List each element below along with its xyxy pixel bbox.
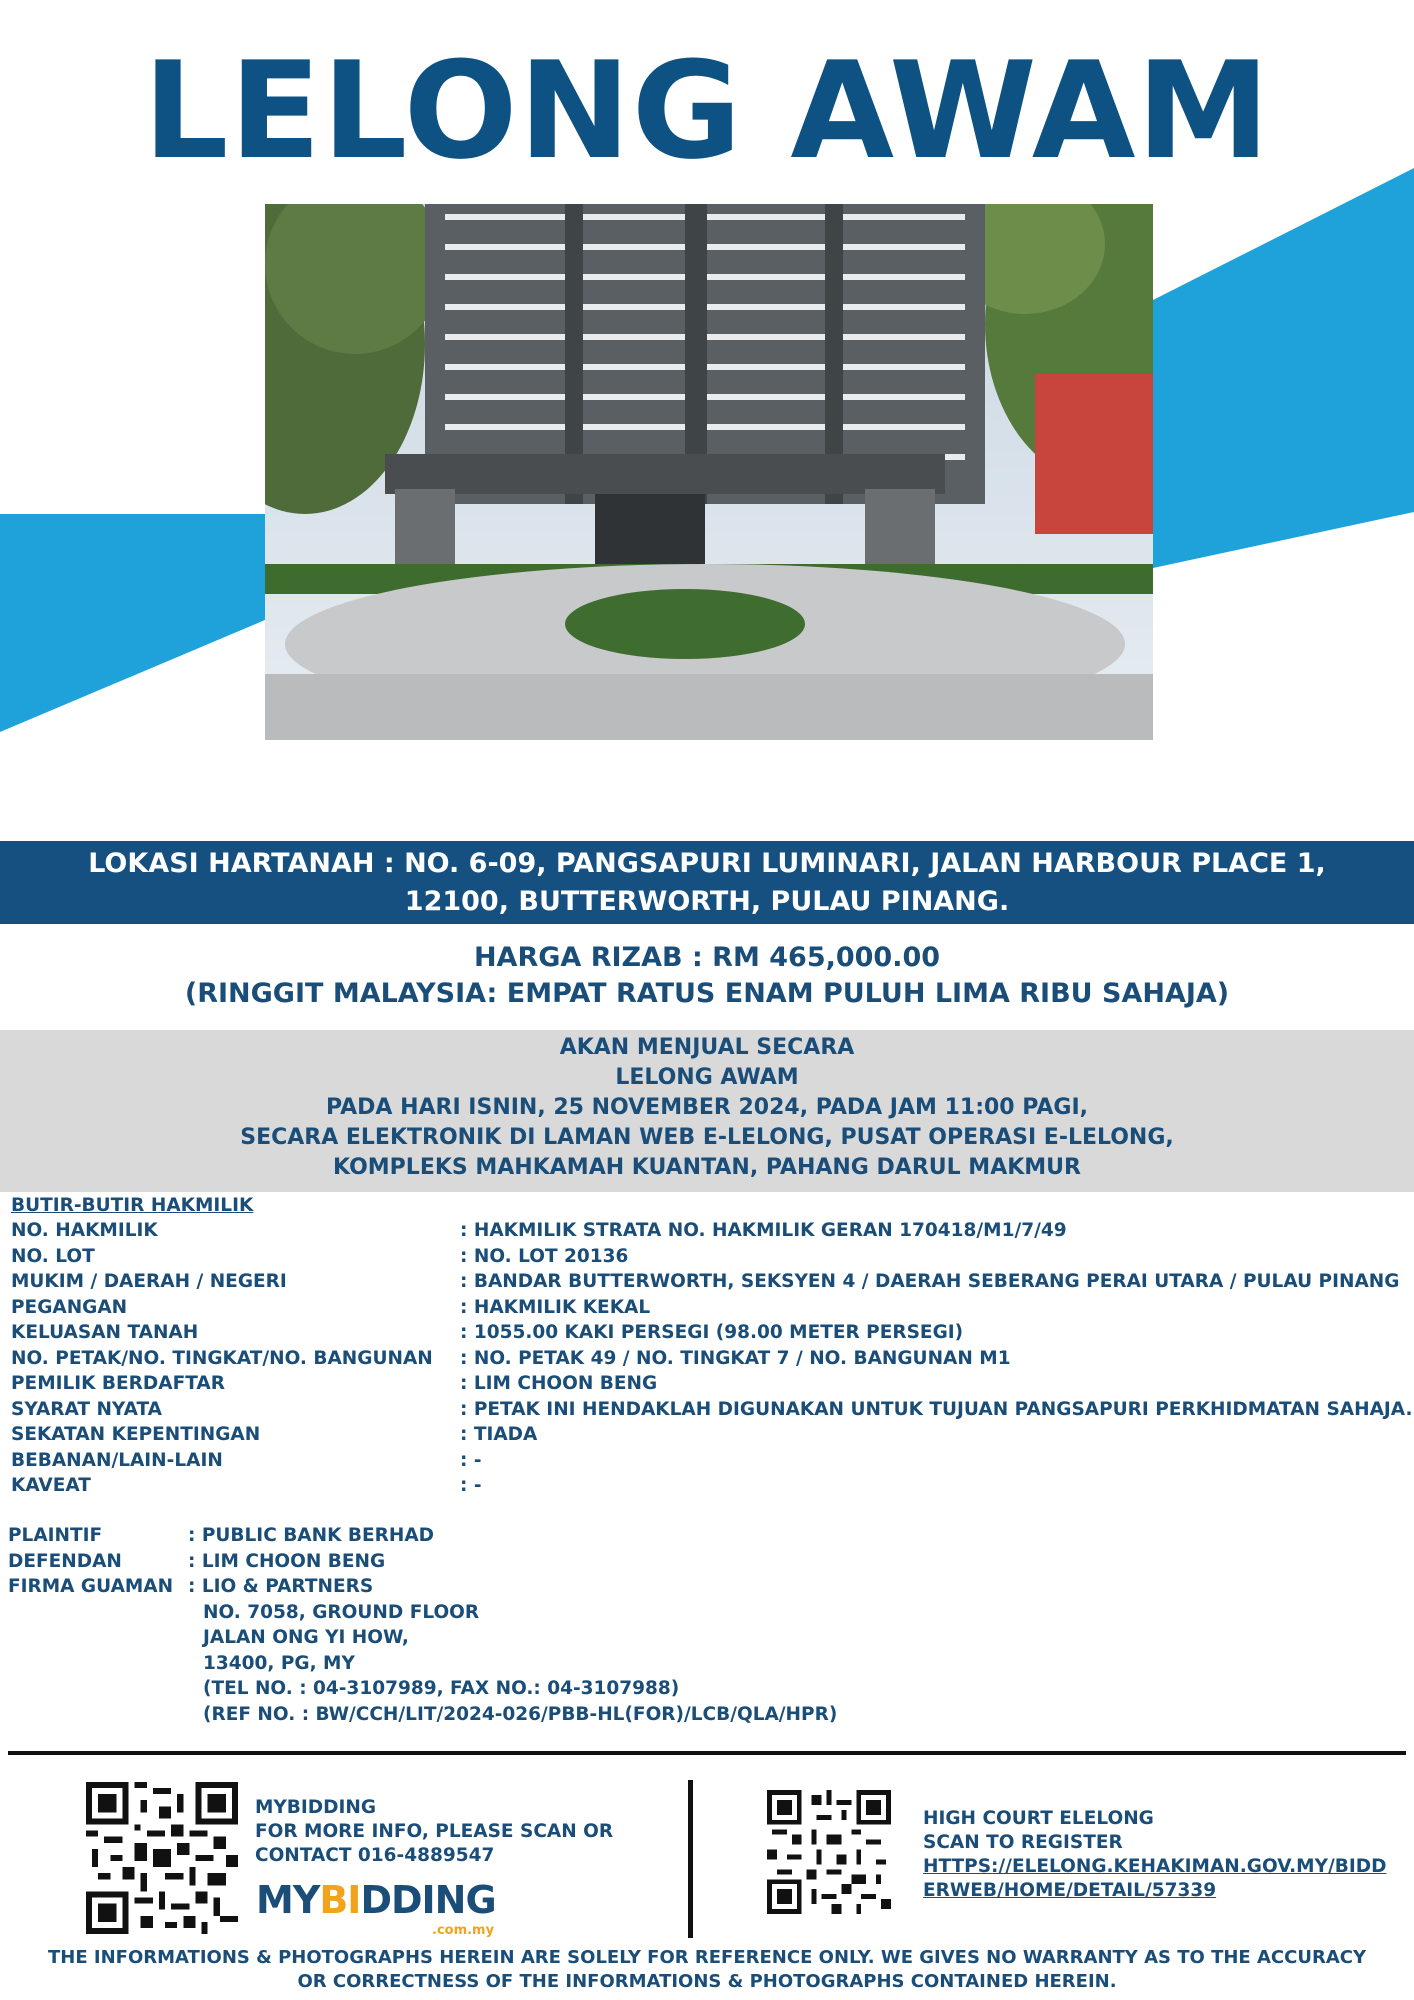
firma-contact-text: (TEL NO. : 04-3107989, FAX NO.: 04-3107988) [203,1678,680,1699]
detail-row [11,1422,1401,1448]
detail-row [11,1346,1401,1372]
defendan-row [8,1549,908,1575]
sale-info-band [0,1030,1414,1192]
detail-value: : HAKMILIK KEKAL [460,1296,651,1318]
detail-label: PEGANGAN [11,1296,128,1318]
firma-ref-text: (REF NO. : BW/CCH/LIT/2024-026/PBB-HL(FOR)/LCB/QLA/HPR) [203,1703,838,1725]
mybidding-logo [256,1878,496,1922]
defendan-label: DEFENDAN [8,1550,122,1572]
firma-label: FIRMA GUAMAN [8,1576,174,1597]
plaintif-label: PLAINTIF [8,1525,103,1546]
detail-label: KAVEAT [11,1475,91,1496]
title-details-heading: BUTIR-BUTIR HAKMILIK [11,1195,254,1216]
detail-label: KELUASAN TANAH [11,1322,199,1343]
highcourt-info [923,1807,1386,1903]
detail-value: : BANDAR BUTTERWORTH, SEKSYEN 4 / DAERAH SEBERANG PERAI UTARA / PULAU PINANG [460,1271,1400,1292]
detail-label: NO. HAKMILIK [11,1220,158,1241]
detail-label: SEKATAN KEPENTINGAN [11,1424,261,1445]
mybidding-logo-sub: .com.my [432,1923,495,1938]
sale-line: SECARA ELEKTRONIK DI LAMAN WEB E-LELONG, PUSAT OPERASI E-LELONG, [240,1125,1174,1150]
detail-label: SYARAT NYATA [11,1398,162,1420]
highcourt-url-link[interactable]: HTTPS://ELELONG.KEHAKIMAN.GOV.MY/BIDD [923,1856,1387,1877]
detail-row [11,1320,1401,1346]
highcourt-url-link[interactable]: ERWEB/HOME/DETAIL/57339 [923,1880,1217,1901]
firma-ref-line [8,1702,908,1728]
mybidding-line: FOR MORE INFO, PLEASE SCAN OR [255,1821,614,1842]
plaintif-value: : PUBLIC BANK BERHAD [188,1525,435,1546]
detail-label: MUKIM / DAERAH / NEGERI [11,1271,287,1292]
logo-part: MY [256,1878,320,1922]
detail-row [11,1371,1401,1397]
elelong-qr-code[interactable] [767,1790,891,1914]
detail-value: : LIM CHOON BENG [460,1373,658,1394]
firma-contact-line [8,1676,908,1702]
detail-row [11,1269,1401,1295]
detail-label: PEMILIK BERDAFTAR [11,1373,225,1394]
detail-value: : NO. PETAK 49 / NO. TINGKAT 7 / NO. BANGUNAN M1 [460,1347,1011,1369]
right-cyan-shape [1153,168,1414,568]
title-details [11,1193,1413,1499]
firma-row [8,1574,908,1600]
mybidding-contact[interactable]: CONTACT 016-4889547 [255,1845,495,1866]
firma-address-line [8,1651,908,1677]
detail-row [11,1448,1401,1474]
detail-value: : HAKMILIK STRATA NO. HAKMILIK GERAN 170418/M1/7/49 [460,1220,1067,1241]
defendan-value: : LIM CHOON BENG [188,1550,386,1572]
detail-value: : PETAK INI HENDAKLAH DIGUNAKAN UNTUK TUJUAN PANGSAPURI PERKHIDMATAN SAHAJA. [460,1398,1413,1420]
plaintif-row [8,1523,908,1549]
highcourt-line: HIGH COURT ELELONG [923,1808,1154,1829]
detail-row [11,1397,1413,1423]
location-line-1: LOKASI HARTANAH : NO. 6-09, PANGSAPURI LUMINARI, JALAN HARBOUR PLACE 1, [88,848,1326,879]
page-title: LELONG AWAM [143,33,1271,189]
mybidding-qr-code[interactable] [86,1782,238,1934]
sale-line: PADA HARI ISNIN, 25 NOVEMBER 2024, PADA JAM 11:00 PAGI, [325,1095,1088,1120]
firma-address-line [8,1600,908,1626]
detail-label: NO. PETAK/NO. TINGKAT/NO. BANGUNAN [11,1347,433,1369]
property-photo [265,204,1153,740]
highcourt-line: SCAN TO REGISTER [923,1832,1123,1853]
sale-line: LELONG AWAM [615,1065,799,1090]
firma-address-text: NO. 7058, GROUND FLOOR [203,1601,480,1623]
mybidding-line: MYBIDDING [255,1797,377,1818]
location-line-2: 12100, BUTTERWORTH, PULAU PINANG. [404,886,1010,917]
parties-section [8,1523,908,1727]
disclaimer: THE INFORMATIONS & PHOTOGRAPHS HEREIN ARE SOLELY FOR REFERENCE ONLY. WE GIVES NO WARRANTY AS TO THE ACCURACY OR CORRECTNESS OF THE INFORMATIONS & PHOTOGRAPHS CONTAINED HEREIN. [47,1947,1367,1992]
detail-row [11,1295,1401,1321]
logo-part: DDING [360,1878,496,1922]
logo-part: BI [319,1878,361,1922]
detail-value: : NO. LOT 20136 [460,1245,629,1267]
sale-line: KOMPLEKS MAHKAMAH KUANTAN, PAHANG DARUL MAKMUR [333,1155,1081,1180]
location-band [0,841,1414,924]
detail-row [11,1244,1401,1270]
detail-value: : 1055.00 KAKI PERSEGI (98.00 METER PERSEGI) [460,1322,964,1343]
detail-label: NO. LOT [11,1245,95,1267]
reserve-price-line-2: (RINGGIT MALAYSIA: EMPAT RATUS ENAM PULUH LIMA RIBU SAHAJA) [184,978,1230,1009]
footer-vertical-divider [688,1780,693,1938]
firma-value: : LIO & PARTNERS [188,1576,374,1597]
detail-value: : TIADA [460,1424,538,1445]
left-cyan-shape [0,514,265,732]
reserve-price-line-1: HARGA RIZAB : RM 465,000.00 [473,942,941,973]
mybidding-info [255,1796,613,1868]
detail-label: BEBANAN/LAIN-LAIN [11,1449,223,1471]
detail-row [11,1473,1401,1499]
detail-row [11,1218,1401,1244]
footer-divider [8,1751,1406,1755]
detail-value: : - [460,1449,482,1471]
reserve-price [0,940,1414,1012]
firma-address-text: JALAN ONG YI HOW, [203,1627,409,1648]
sale-line: AKAN MENJUAL SECARA [559,1035,855,1060]
firma-address-text: 13400, PG, MY [203,1652,355,1674]
detail-value: : - [460,1475,482,1496]
firma-address-line [8,1625,908,1651]
